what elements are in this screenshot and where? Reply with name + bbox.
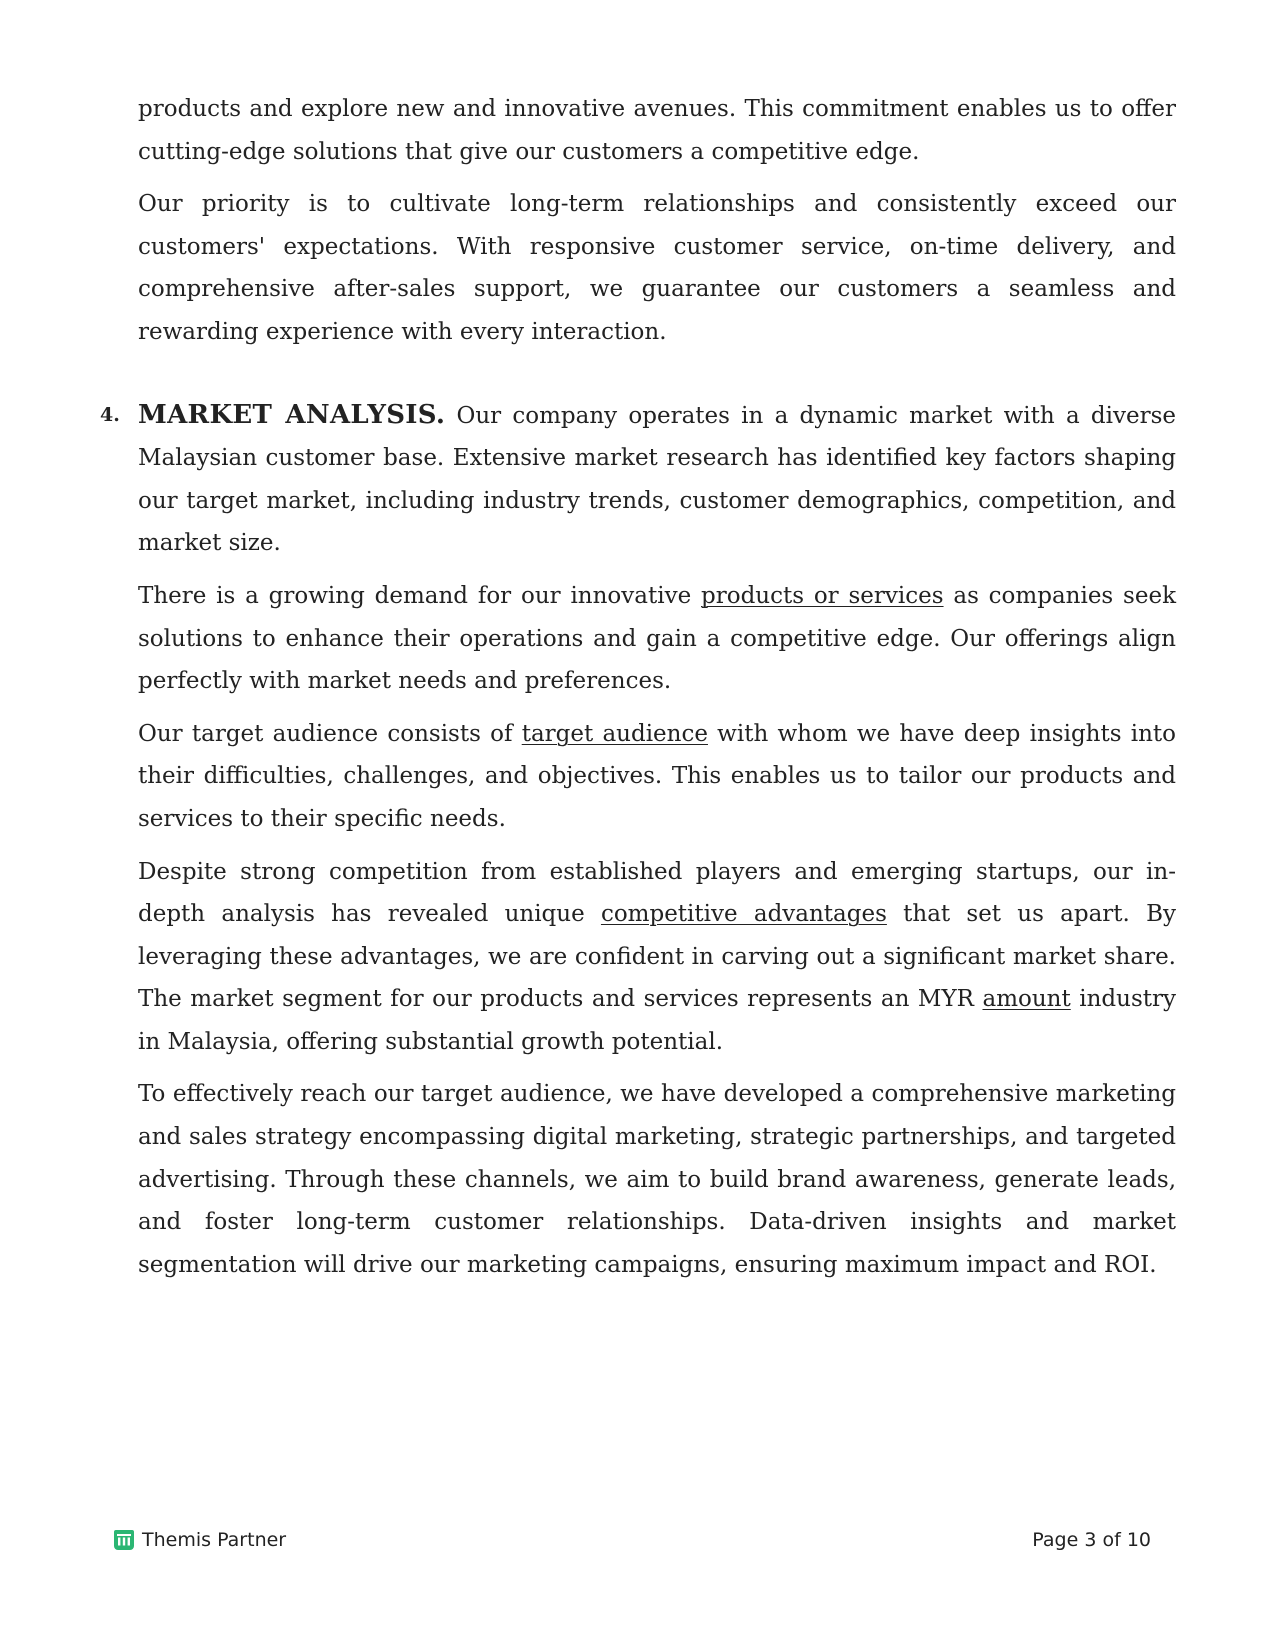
placeholder-target-audience[interactable]: target audience — [521, 720, 708, 747]
text-span: with whom we have deep insights into their difficulties, challenges, and objectives. This enables us to tailor our products and services to their specific needs. — [138, 720, 1176, 832]
page-number: Page 3 of 10 — [1032, 1529, 1151, 1551]
text-span: as companies seek solutions to enhance their operations and gain a competitive edge. Our offerings align perfectly with market needs and preferences. — [138, 582, 1177, 695]
themis-partner-logo-icon — [112, 1528, 136, 1552]
text-span: Despite strong competition from established players and emerging startups, our in-depth analysis has revealed unique — [138, 858, 1176, 928]
placeholder-amount[interactable]: amount — [982, 986, 1071, 1013]
paragraph-competition — [138, 851, 1176, 1064]
footer-brand — [112, 1528, 286, 1552]
paragraph-demand — [138, 575, 1176, 703]
paragraph-customer-relationships: Our priority is to cultivate long-term relationships and consistently exceed our customers' expectations. With responsive customer service, on-time delivery, and comprehensive after-sales support, we guarantee our customers a seamless and rewarding experience with every interaction. — [138, 191, 1176, 345]
text-span: that set us apart. By leveraging these advantages, we are confident in carving out a significant market share. The market segment for our products and services represents an MYR — [138, 901, 1176, 1013]
page-content — [100, 88, 1177, 1296]
placeholder-competitive-advantages[interactable]: competitive advantages — [600, 901, 887, 928]
section-number: 4. — [100, 403, 120, 426]
page-footer — [112, 1528, 1163, 1558]
placeholder-products-or-services[interactable]: products or services — [701, 582, 944, 609]
section-intro-paragraph — [138, 394, 1176, 565]
section-market-analysis — [100, 394, 1177, 1287]
section-title: MARKET ANALYSIS. — [138, 399, 446, 430]
paragraph-target-audience — [138, 713, 1176, 841]
text-span: There is a growing demand for our innovative — [138, 582, 701, 609]
text-span: industry in Malaysia, offering substantial growth potential. — [138, 986, 1176, 1055]
footer-brand-name: Themis Partner — [142, 1529, 287, 1551]
paragraph-marketing-strategy: To effectively reach our target audience, we have developed a comprehensive marketing and sales strategy encompassing digital marketing, strategic partnerships, and targeted advertising. Through these channels, we aim to build brand awareness, generate leads, and foster long-term customer relationships. Data-driven insights and market segmentation will drive our marketing campaigns, ensuring maximum impact and ROI. — [138, 1081, 1176, 1278]
paragraph-continuation: products and explore new and innovative avenues. This commitment enables us to offer cutting-edge solutions that give our customers a competitive edge. — [138, 96, 1176, 165]
text-span: Our target audience consists of — [138, 720, 522, 747]
section-intro-text: Our company operates in a dynamic market with a diverse Malaysian customer base. Extensive market research has identified key factors shaping our target market, including industry trends, customer demographics, competition, and market size. — [138, 402, 1176, 557]
